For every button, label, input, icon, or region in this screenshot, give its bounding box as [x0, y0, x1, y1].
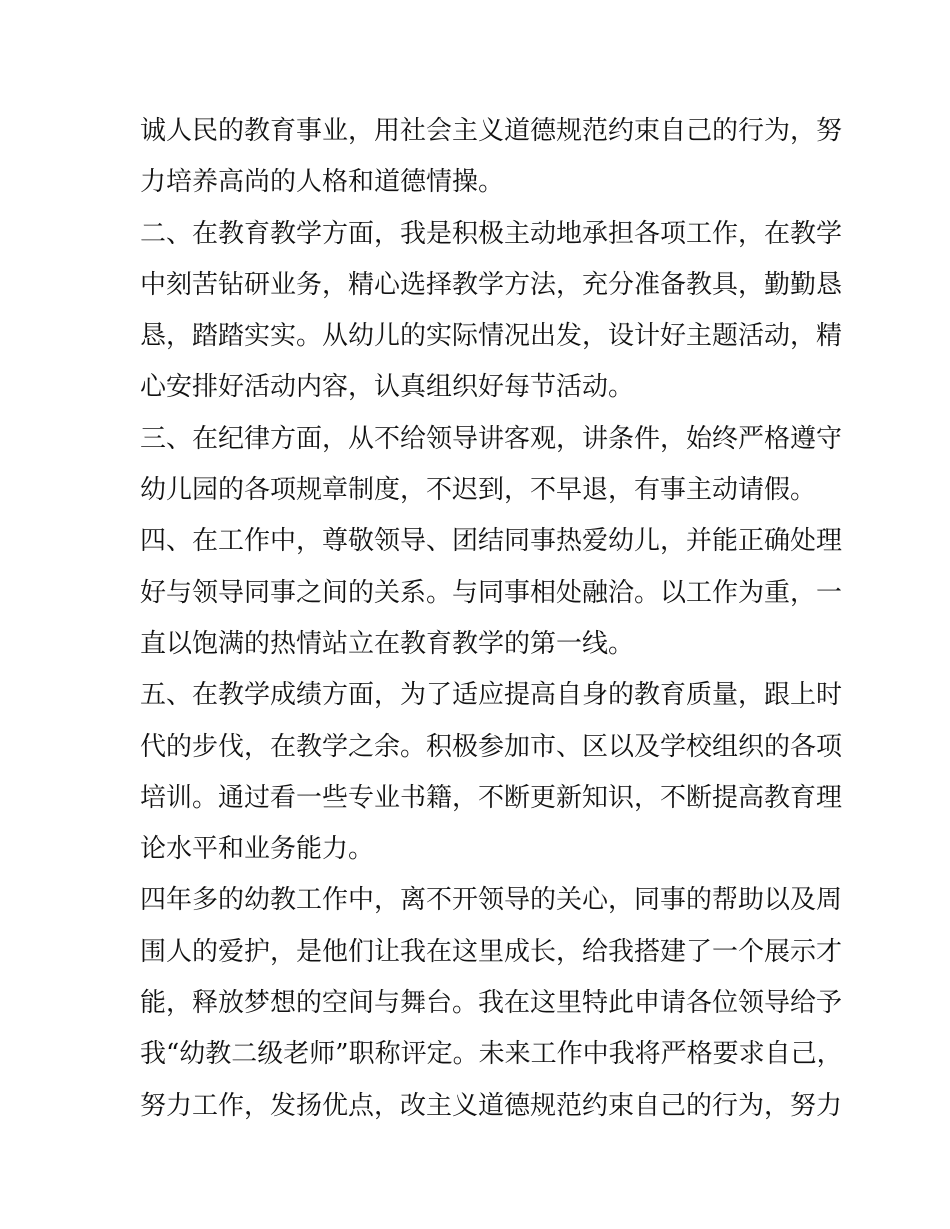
body-text [140, 106, 843, 1132]
text-line: 四、在工作中，尊敬领导、团结同事热爱幼儿，并能正确处理 [140, 526, 843, 557]
text-line: 幼儿园的各项规章制度，不迟到，不早退，有事主动请假。 [140, 475, 817, 506]
text-line: 三、在纪律方面，从不给领导讲客观，讲条件，始终严格遵守 [140, 423, 843, 454]
text-line: 围人的爱护，是他们让我在这里成长，给我搭建了一个展示才 [140, 936, 843, 967]
text-line: 论水平和业务能力。 [140, 834, 375, 865]
text-line: 代的步伐，在教学之余。积极参加市、区以及学校组织的各项 [140, 731, 843, 762]
text-line: 培训。通过看一些专业书籍，不断更新知识，不断提高教育理 [140, 782, 843, 813]
text-line: 二、在教育教学方面，我是积极主动地承担各项工作，在教学 [140, 218, 843, 249]
text-line: 好与领导同事之间的关系。与同事相处融洽。以工作为重，一 [140, 577, 843, 608]
text-line: 四年多的幼教工作中，离不开领导的关心，同事的帮助以及周 [140, 885, 843, 916]
text-line: 力培养高尚的人格和道德情操。 [140, 167, 505, 198]
text-line: 心安排好活动内容，认真组织好每节活动。 [140, 372, 635, 403]
text-line: 诚人民的教育事业，用社会主义道德规范约束自己的行为，努 [140, 116, 843, 146]
text-line: 我“幼教二级老师”职称评定。未来工作中我将严格要求自己， [140, 1039, 843, 1070]
text-line: 五、在教学成绩方面，为了适应提高自身的教育质量，跟上时 [140, 680, 843, 711]
text-line: 恳，踏踏实实。从幼儿的实际情况出发，设计好主题活动，精 [140, 321, 843, 352]
text-line: 努力工作，发扬优点，改主义道德规范约束自己的行为，努力 [140, 1090, 843, 1121]
text-line: 直以饱满的热情站立在教育教学的第一线。 [140, 628, 635, 659]
text-line: 能，释放梦想的空间与舞台。我在这里特此申请各位领导给予 [140, 988, 843, 1019]
text-line: 中刻苦钻研业务，精心选择教学方法，充分准备教具，勤勤恳 [140, 269, 843, 300]
